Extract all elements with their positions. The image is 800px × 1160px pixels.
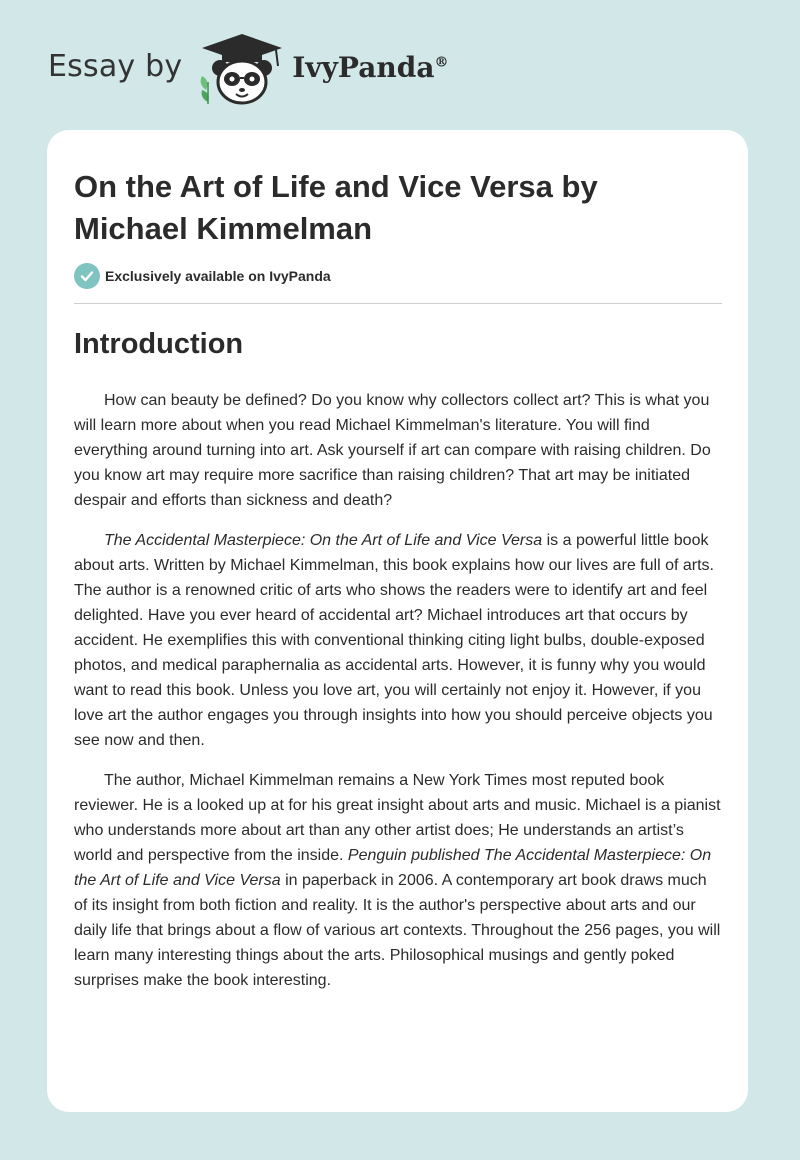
divider [74,303,722,304]
page-title: On the Art of Life and Vice Versa by Michael Kimmelman [74,169,598,246]
registered-mark: ® [434,54,449,71]
site-header [48,30,448,110]
paragraph-2-text: is a powerful little book about arts. Written by Michael Kimmelman, this book explains how our lives are full of arts. The author is a renowned critic of arts who shows the readers were to identify art and feel delighted. Have you ever heard of accidental art? Michael introduces art that occurs by accident. He exemplifies this with conventional thinking citing light bulbs, double-exposed photos, and medical paraphernalia as accidental arts. However, it is funny why you would want to read this book. Unless you love art, you will certainly not enjoy it. However, if you love art the author engages you through insights into how you should perceive objects you see now and then. [74,532,714,749]
publisher-italic: Penguin published The Accidental Masterpiece: On the Art of Life and Vice Versa [74,847,712,889]
paragraph-3 [74,768,722,993]
exclusive-label: Exclusively available on IvyPanda [105,268,331,284]
paragraph-2 [74,528,722,753]
paragraph-1: How can beauty be defined? Do you know why collectors collect art? This is what you will learn more about when you read Michael Kimmelman's literature. You will find everything around turning into art. Ask yourself if art can compare with raising children. Do you know art may require more sacrifice than raising children? That art may be initiated despair and efforts than sickness and death? [74,392,711,509]
brand-name [292,51,448,84]
essay-by-label: Essay by [48,48,183,84]
brand-text: IvyPanda [292,50,435,84]
essay-card [47,130,748,1112]
paragraph-3-text: in paperback in 2006. A contemporary art book draws much of its insight from both fiction and reality. It is the author's perspective about arts and our daily life that brings about a flow of various art contexts. Throughout the 256 pages, you will learn many interesting things about the arts. Philosophical musings and gently poked surprises make the book interesting. [74,872,721,989]
paragraph-3-start: The author, Michael Kimmelman remains a New York Times most reputed book reviewer. He is a looked up at for his great insight about arts and music. Michael is a pianist who understands more about art than any other artist does; He understands an artist’s world and perspective from the inside. [74,772,721,864]
book-title-italic: The Accidental Masterpiece: On the Art of Life and Vice Versa [104,532,543,549]
section-heading: Introduction [74,328,244,360]
check-circle-icon [74,263,100,289]
exclusive-badge [74,263,331,289]
panda-logo-icon[interactable] [196,32,288,108]
article-body [74,388,722,1008]
